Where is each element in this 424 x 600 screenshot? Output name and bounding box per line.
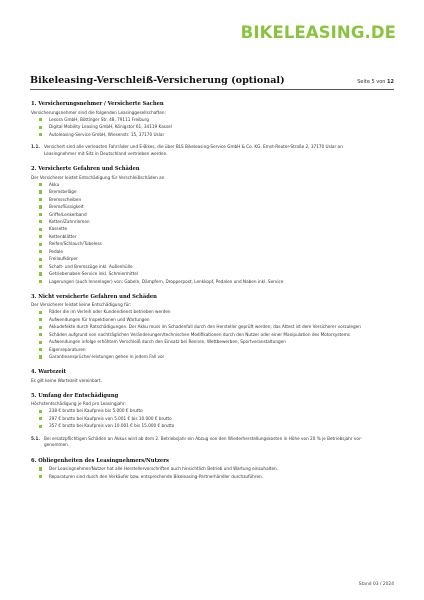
section-1 (31, 101, 394, 157)
bullet-icon (39, 318, 42, 321)
bullet-icon (39, 205, 42, 208)
bullet-icon (39, 235, 42, 238)
list-item: Aufwendungen infolge erhöhtem Verschleiß durch den Einsatz bei Rennen, Wettbewerben, Sportveranstaltungen (31, 338, 394, 345)
list-item: Schalt- und Bremszüge inkl. Außenhülle (31, 263, 394, 270)
page-total: 12 (387, 79, 394, 85)
section-2-intro: Der Versicherer leistet Entschädigung für Verschleißschäden an (31, 174, 165, 180)
bullet-icon (39, 258, 42, 261)
section-6-heading: 6. Obliegenheiten des Leasingnehmers/Nutzers (31, 457, 169, 464)
list-item: Akkudefekte durch Ratschädigungen. Der Akku muss im Schadenfall durch den Hersteller geprüft werden; das Attest ist dem Versicherer vorzulegen (31, 323, 394, 330)
header-divider (30, 89, 394, 90)
section-1-intro: Versicherungsnehmer sind die folgenden Leasinggesellschaften: (31, 109, 166, 115)
document-header (30, 75, 394, 86)
list-item: Reifen/Schlauch/Tubeless (31, 240, 394, 247)
section-3-intro: Der Versicherer leistet keine Entschädigung für: (31, 302, 132, 308)
section-5-heading: 5. Umfang der Entschädigung (31, 392, 119, 399)
list-item: Lesora GmbH, Böttinger Str. 48, 79111 Freiburg (31, 116, 394, 123)
bullet-icon (39, 190, 42, 193)
bullet-icon (39, 250, 42, 253)
section-1-heading: 1. Versicherungsnehmer / Versicherte Sachen (31, 101, 164, 107)
bullet-icon (39, 417, 42, 420)
list-item: Akku (31, 181, 394, 188)
paragraph-number: 5.1. (31, 435, 41, 441)
bullet-icon (39, 311, 42, 314)
bullet-icon (39, 272, 42, 275)
section-3-list (31, 308, 394, 360)
list-item: 297 € brutto bei Kaufpreis von 5.001 € bis 10.000 € brutto (31, 415, 394, 422)
paragraph-number: 1.1. (31, 144, 41, 150)
list-item: Eigenreparaturen (31, 346, 394, 353)
section-1-list (31, 116, 394, 138)
section-1-1-paragraph: 1.1. Versichert sind alle verleasten Fahrräder und E-Bikes, die über BLS Bikeleasing-Service GmbH & Co. KG, Ernst-Reuter-Straße 2, 37170 Uslar an Leasingnehmer mit Sitz in Deutschland vertrieben werden. (31, 144, 343, 156)
list-item: 238 € brutto bei Kaufpreis bis 5.000 € brutto (31, 407, 394, 414)
bullet-icon (39, 118, 42, 121)
page-prefix: Seite 5 von (357, 79, 388, 85)
bullet-icon (39, 133, 42, 136)
bullet-icon (39, 220, 42, 223)
bullet-icon (39, 467, 42, 470)
document-body (31, 101, 394, 489)
list-item: Reparaturen sind durch den Verkäufer bzw. entsprechende Bikeleasing-Partnerhändler durchzuführen. (31, 473, 394, 480)
list-item: Garantieansprüche/-leistungen gehen in jedem Fall vor (31, 353, 394, 360)
section-5-1-paragraph: 5.1. Bei ersatzpflichtigen Schäden an Akkus wird ab dem 2. Betriebsjahr ein Abzug von den Wiederherstellungskosten in Höhe von 20 % je Betriebsjahr vor- genommen. (31, 435, 362, 448)
section-3 (31, 294, 394, 361)
bullet-icon (39, 355, 42, 358)
list-item: Autoleasing-Service GmbH, Wiesenstr. 15, 37170 Uslar (31, 131, 394, 138)
list-item: Griffe/Lenkerband (31, 211, 394, 218)
bullet-icon (39, 341, 42, 344)
list-item: Schäden aufgrund von nachträglichen Veränderungen/technischen Modifikationen durch den Nutzer oder einer Manipulation des Motorsystems (31, 331, 394, 338)
page-indicator (357, 79, 394, 85)
bullet-icon (39, 410, 42, 413)
bullet-icon (39, 126, 42, 129)
bullet-icon (39, 228, 42, 231)
section-5 (31, 393, 394, 449)
list-item: Bremsflüssigkeit (31, 203, 394, 210)
footer-date: Stand 03 / 2024 (358, 582, 394, 587)
list-item: Ketten/Zahnriemen (31, 218, 394, 225)
list-item: Bremsscheiben (31, 196, 394, 203)
bikeleasing-logo: BIKELEASING.DE (240, 23, 396, 42)
section-6-list (31, 465, 394, 480)
bullet-icon (39, 198, 42, 201)
section-2-heading: 2. Versicherte Gefahren und Schäden (31, 165, 140, 172)
section-6 (31, 458, 394, 481)
bullet-icon (39, 425, 42, 428)
list-item: Digital Mobility Leasing GmbH, Königstor 61, 34119 Kassel (31, 123, 394, 130)
bullet-icon (39, 265, 42, 268)
section-4 (31, 369, 394, 384)
list-item: Aufwendungen für Inspektionen und Wartungen (31, 316, 394, 323)
list-item: Freilaufkörper (31, 255, 394, 262)
list-item: Lagerungen (auch Innenlager) von: Gabeln, Dämpfern, Dropperpost, Lenkkopf, Pedalen und Naben inkl. Service (31, 278, 394, 285)
list-item: Bremsbeläge (31, 188, 394, 195)
list-item: Kassette (31, 225, 394, 232)
bullet-icon (39, 333, 42, 336)
list-item: Getriebenaben-Service inkl. Schmiermittel (31, 270, 394, 277)
list-item: Der Leasingnehmer/Nutzer hat alle Herstellervorschriften auch hinsichtlich Betrieb und Wartung einzuhalten. (31, 465, 394, 472)
section-4-text: Es gilt keine Wartezeit vereinbart. (31, 377, 102, 383)
list-item: Räder die im Verleih oder Kundendienst betrieben werden (31, 308, 394, 315)
section-3-heading: 3. Nicht versicherte Gefahren und Schäden (31, 293, 157, 300)
bullet-icon (39, 475, 42, 478)
bullet-icon (39, 280, 42, 283)
section-5-intro: Höchstentschädigung je Rad pro Leasingjahr: (31, 401, 126, 407)
list-item: Kettenblätter (31, 233, 394, 240)
bullet-icon (39, 243, 42, 246)
list-item: 357 € brutto bei Kaufpreis von 10.001 € bis 15.000 € brutto (31, 422, 394, 429)
section-4-heading: 4. Wartezeit (31, 369, 66, 376)
list-item: Pedale (31, 248, 394, 255)
section-5-list (31, 407, 394, 429)
document-title: Bikeleasing-Verschleiß-Versicherung (optional) (30, 75, 285, 86)
bullet-icon (39, 348, 42, 351)
bullet-icon (39, 213, 42, 216)
section-2 (31, 166, 394, 285)
bullet-icon (39, 326, 42, 329)
bullet-icon (39, 183, 42, 186)
section-2-list (31, 181, 394, 285)
